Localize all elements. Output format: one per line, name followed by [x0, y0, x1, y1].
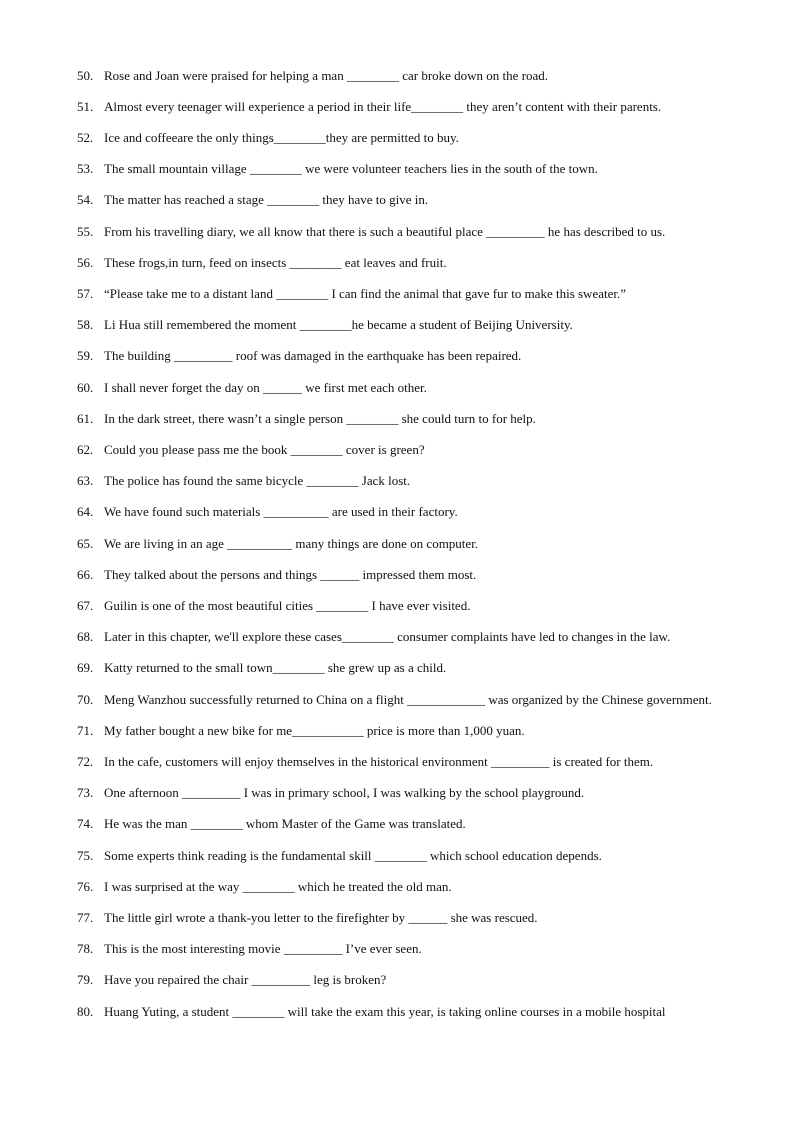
item-number: 74. — [77, 816, 94, 832]
item-number: 70. — [77, 691, 94, 707]
exercise-item — [77, 621, 757, 652]
item-number: 57. — [77, 285, 94, 301]
item-number: 54. — [77, 192, 94, 208]
exercise-item — [77, 933, 757, 964]
item-text: Could you please pass me the book ________ cover is green? — [104, 441, 425, 457]
item-number: 58. — [77, 317, 94, 333]
exercise-item — [77, 559, 757, 590]
exercise-item — [77, 372, 757, 403]
item-text: Rose and Joan were praised for helping a man ________ car broke down on the road. — [104, 67, 549, 83]
exercise-item — [77, 403, 757, 434]
exercise-item — [77, 777, 757, 808]
exercise-item — [77, 496, 757, 527]
exercise-item — [77, 871, 757, 902]
exercise-item — [77, 122, 757, 153]
item-number: 64. — [77, 504, 94, 520]
item-number: 76. — [77, 878, 94, 894]
item-text: These frogs,in turn, feed on insects ________ eat leaves and fruit. — [104, 254, 447, 270]
item-number: 71. — [77, 722, 94, 738]
item-number: 55. — [77, 223, 94, 239]
item-text: Katty returned to the small town________ she grew up as a child. — [104, 660, 447, 676]
item-number: 50. — [77, 67, 94, 83]
exercise-item — [77, 216, 757, 247]
exercise-item — [77, 247, 757, 278]
item-text: The small mountain village ________ we were volunteer teachers lies in the south of the town. — [104, 161, 598, 177]
item-number: 66. — [77, 566, 94, 582]
item-number: 53. — [77, 161, 94, 177]
item-text: We are living in an age __________ many things are done on computer. — [104, 535, 479, 551]
item-number: 68. — [77, 629, 94, 645]
item-number: 59. — [77, 348, 94, 364]
item-text: We have found such materials __________ are used in their factory. — [104, 504, 458, 520]
exercise-item — [77, 60, 757, 91]
item-text: I was surprised at the way ________ which he treated the old man. — [104, 878, 452, 894]
exercise-item — [77, 309, 757, 340]
item-text: The building _________ roof was damaged in the earthquake has been repaired. — [104, 348, 522, 364]
item-text: Li Hua still remembered the moment ________he became a student of Beijing University. — [104, 317, 573, 333]
item-number: 56. — [77, 254, 94, 270]
item-text: He was the man ________ whom Master of the Game was translated. — [104, 816, 466, 832]
exercise-item — [77, 902, 757, 933]
item-text: One afternoon _________ I was in primary school, I was walking by the school playground. — [104, 785, 585, 801]
exercise-item — [77, 184, 757, 215]
item-number: 67. — [77, 597, 94, 613]
item-text: The police has found the same bicycle ________ Jack lost. — [104, 473, 411, 489]
item-number: 79. — [77, 972, 94, 988]
exercise-item — [77, 434, 757, 465]
item-text: Almost every teenager will experience a period in their life________ they aren’t content with their parents. — [104, 98, 662, 114]
item-text: From his travelling diary, we all know that there is such a beautiful place _________ he has described to us. — [104, 223, 666, 239]
exercise-item — [77, 964, 757, 995]
item-text: Ice and coffeeare the only things________they are permitted to buy. — [104, 129, 459, 145]
exercise-item — [77, 808, 757, 839]
item-text: They talked about the persons and things ______ impressed them most. — [104, 566, 477, 582]
item-text: In the dark street, there wasn’t a single person ________ she could turn to for help. — [104, 410, 536, 426]
item-text: My father bought a new bike for me___________ price is more than 1,000 yuan. — [104, 722, 525, 738]
item-number: 62. — [77, 441, 94, 457]
item-number: 80. — [77, 1003, 94, 1019]
item-number: 78. — [77, 941, 94, 957]
exercise-item — [77, 340, 757, 371]
exercise-item — [77, 684, 717, 715]
exercise-item — [77, 590, 757, 621]
item-text: Meng Wanzhou successfully returned to China on a flight ____________ was organized by the Chinese government. — [104, 691, 712, 707]
item-number: 69. — [77, 660, 94, 676]
item-number: 77. — [77, 909, 94, 925]
exercise-item — [77, 278, 757, 309]
worksheet-page — [77, 60, 757, 1027]
item-text: Have you repaired the chair _________ leg is broken? — [104, 972, 387, 988]
exercise-item — [77, 153, 757, 184]
item-text: Huang Yuting, a student ________ will take the exam this year, is taking online courses in a mobile hospital — [104, 1003, 666, 1019]
exercise-item — [77, 91, 757, 122]
exercise-item — [77, 746, 757, 777]
item-number: 65. — [77, 535, 94, 551]
exercise-item — [77, 840, 757, 871]
item-text: Later in this chapter, we'll explore these cases________ consumer complaints have led to changes in the law. — [104, 629, 671, 645]
item-number: 52. — [77, 129, 94, 145]
item-number: 51. — [77, 98, 94, 114]
item-text: In the cafe, customers will enjoy themselves in the historical environment _________ is created for them. — [104, 753, 654, 769]
item-text: I shall never forget the day on ______ we first met each other. — [104, 379, 427, 395]
item-number: 72. — [77, 753, 94, 769]
item-number: 73. — [77, 785, 94, 801]
item-number: 60. — [77, 379, 94, 395]
exercise-item — [77, 528, 757, 559]
item-text: “Please take me to a distant land ________ I can find the animal that gave fur to make this sweater.” — [104, 285, 626, 301]
exercise-item — [77, 996, 757, 1027]
item-text: This is the most interesting movie _________ I’ve ever seen. — [104, 941, 422, 957]
item-text: The little girl wrote a thank-you letter to the firefighter by ______ she was rescued. — [104, 909, 538, 925]
item-number: 61. — [77, 410, 94, 426]
item-text: Guilin is one of the most beautiful cities ________ I have ever visited. — [104, 597, 471, 613]
item-number: 63. — [77, 473, 94, 489]
exercise-item — [77, 465, 757, 496]
item-text: Some experts think reading is the fundamental skill ________ which school education depends. — [104, 847, 602, 863]
item-text: The matter has reached a stage ________ they have to give in. — [104, 192, 429, 208]
exercise-item — [77, 652, 757, 683]
item-number: 75. — [77, 847, 94, 863]
exercise-item — [77, 715, 757, 746]
